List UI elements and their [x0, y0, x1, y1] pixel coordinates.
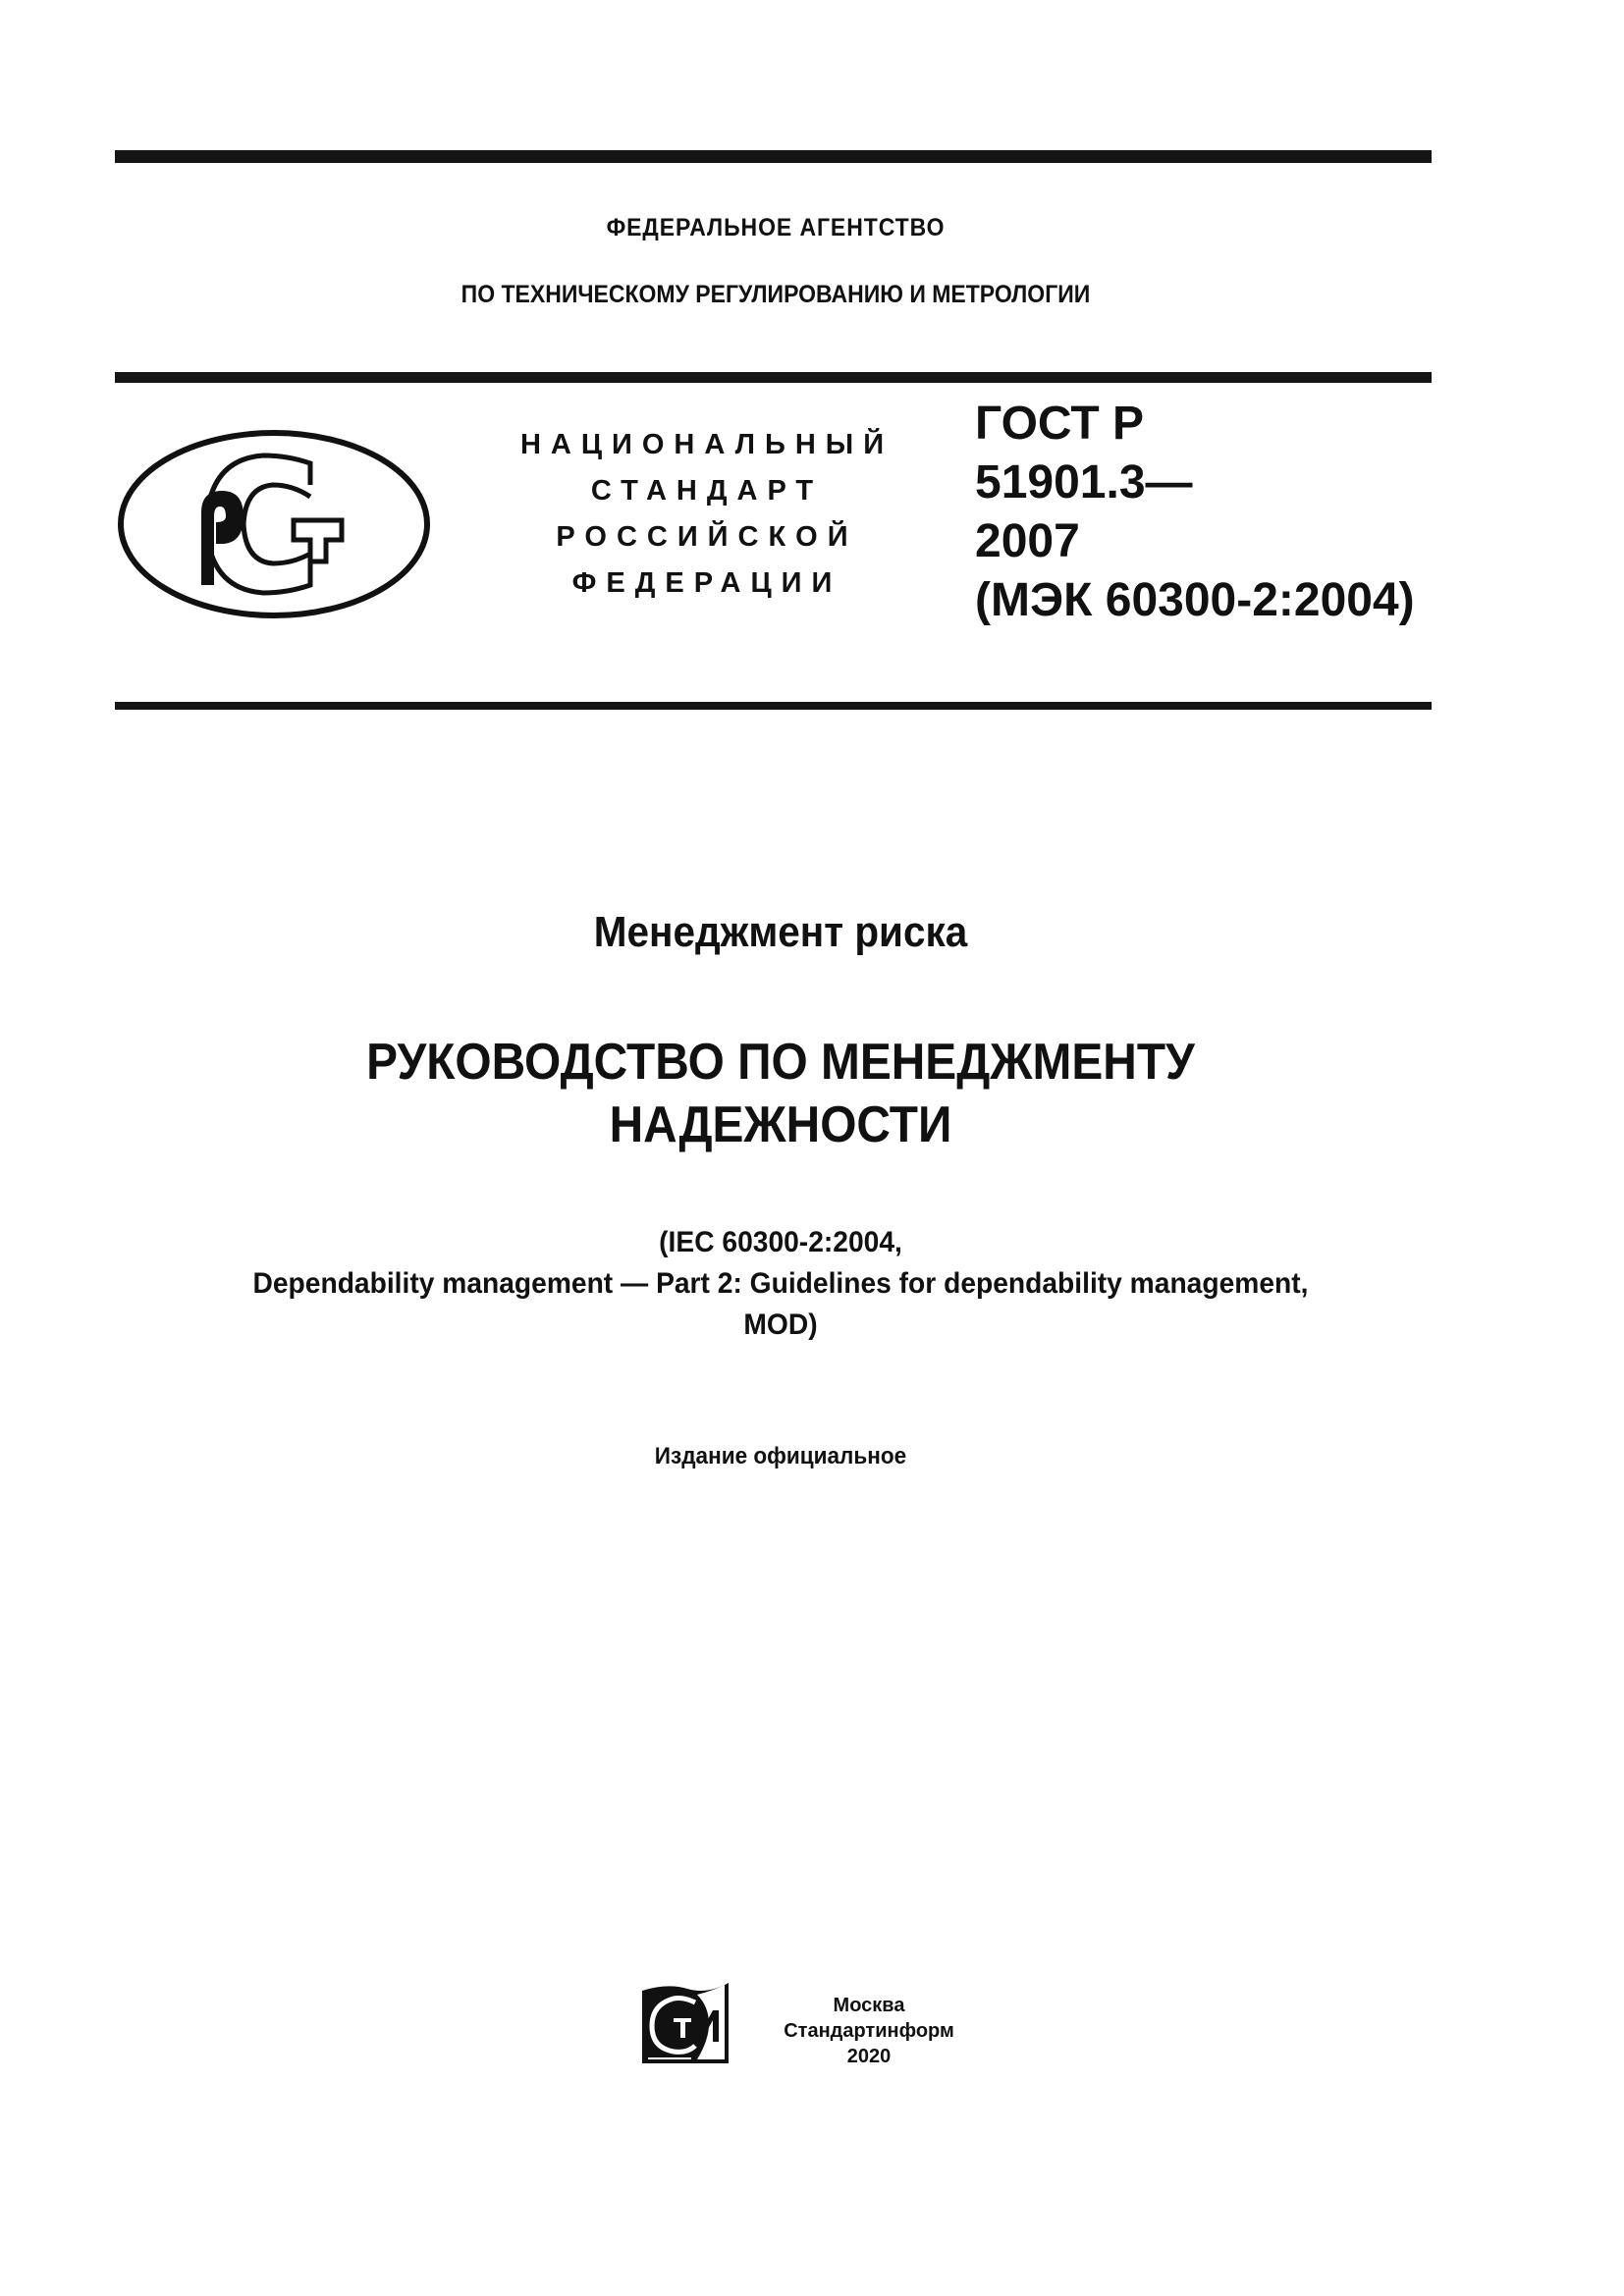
designation-line-1: ГОСТ Р [975, 398, 1145, 450]
document-title [63, 1031, 1499, 1156]
iec-line-3: MOD) [743, 1308, 818, 1341]
national-line-3: РОССИЙСКОЙ [556, 521, 858, 553]
iec-reference [47, 1222, 1515, 1346]
edition-label: Издание официальное [654, 1443, 907, 1469]
national-line-4: ФЕДЕРАЦИИ [571, 567, 842, 599]
national-line-1: НАЦИОНАЛЬНЫЙ [519, 429, 894, 460]
standard-block-top-divider [115, 372, 1432, 383]
title-line-2: НАДЕЖНОСТИ [609, 1096, 952, 1153]
designation-line-3: 2007 [975, 515, 1080, 567]
designation-line-4: (МЭК 60300-2:2004) [975, 574, 1415, 626]
rst-emblem-icon [116, 428, 432, 620]
agency-name-line-1: ФЕДЕРАЛЬНОЕ АГЕНТСТВО [606, 214, 946, 241]
iec-line-1: (IEC 60300-2:2004, [659, 1226, 902, 1258]
national-standard-label [471, 422, 943, 607]
top-divider [115, 150, 1432, 163]
standartinform-sti-logo-icon [638, 1981, 736, 2075]
publisher-name: Стандартинформ [784, 2020, 954, 2042]
publisher-info [756, 1993, 982, 2069]
standard-block-bottom-divider [115, 702, 1432, 710]
document-subtitle: Менеджмент риска [593, 908, 968, 956]
agency-name-line-2: ПО ТЕХНИЧЕСКОМУ РЕГУЛИРОВАНИЮ И МЕТРОЛОГИИ [460, 281, 1091, 308]
national-line-2: СТАНДАРТ [590, 475, 824, 507]
publication-year: 2020 [846, 2046, 892, 2067]
publisher-city: Москва [833, 1995, 905, 2016]
standard-designation [975, 395, 1415, 630]
title-line-1: РУКОВОДСТВО ПО МЕНЕДЖМЕНТУ [366, 1034, 1195, 1091]
iec-line-2: Dependability management — Part 2: Guidelines for dependability management, [252, 1267, 1309, 1300]
publisher-block [638, 1981, 992, 2079]
designation-line-2: 51901.3— [975, 456, 1193, 508]
